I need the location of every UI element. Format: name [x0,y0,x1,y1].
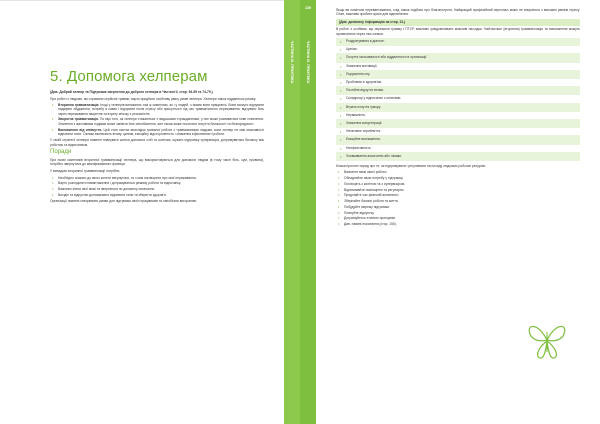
right-page [316,0,600,424]
bullet-item-text: По мірі того, як хелпери стикаються з людськими стражданнями, у них може розвиватися нове ставлення. Зіткнення з жахливими подіями може змінити їхнє світобачення, але також може посилити почуття близькості та безпорадності. [58,117,265,126]
symptom-item: • Зловживання алкоголем або ліками. [336,153,580,161]
header-rule [0,0,284,1]
tip-item: • Дотримуйтесь етичних принципів. [336,216,580,220]
bullet-item-label: Вторинна травматизація. [58,103,100,108]
bullet-item [50,117,264,126]
page-number: 139 [305,6,311,10]
chapter-label-right: ЧАСТИНА III. ПРАКТИКА [306,40,310,84]
chapter-tab-left [284,0,300,424]
tip-item: • Зберігайте баланс роботи та життя. [336,199,580,203]
numbered-item: • Варто розподіляти навантаження і дотримуватися режиму роботи та відпочинку. [50,181,264,185]
bullet-item [50,128,264,137]
symptom-item: • Зниження концентрації. [336,120,580,128]
symptom-item: • Постійне відчуття втоми. [336,87,580,95]
numbered-item: • Важливо знати свої межі та звертатися по допомогу своєчасно. [50,187,264,191]
right-body [336,8,580,228]
paragraph-2: У своїй стратегії хелпери повинні планувати шляхи допомоги собі та колегам, шукати підтримку супервізора, дотримуватися балансу між роботою та відпочинком. [50,138,264,147]
numbered-list [50,176,264,198]
tip-item: • Приділяйте час фізичній активності. [336,193,580,197]
symptom-item: • Втрата почуття гумору. [336,104,580,112]
symptom-item: • Негативне сприйняття. [336,128,580,136]
symptom-item: • Складнощі у відносинах з колегами. [336,95,580,103]
symptom-item: • Зниження мотивації. [336,63,580,71]
bullet-item-text: Іноді у хелперів виникають такі ж симптоми, як і у людей, з якими вони працюють. Вони можуть відчувати надмірне збудження, потребу в кавах і відчувати після стресу або присутності під час травматичного переживання, відчувати біль через переживання пацієнтів та втрату зв'язку з реальністю. [58,103,264,116]
symptom-item: • Емоційне виснаження. [336,136,580,144]
tip-item: • Визначте межі своєї роботи. [336,170,580,174]
tip-item: • Обладнайте свою потребу у підтримці. [336,176,580,180]
subheading: Поради [50,149,72,156]
bullet-item-text: Цей стан настає внаслідок тривалої роботи з травмованими людьми, коли хелпер не має можливості відновити сили. Ознаки включають втому, цинізм, емоційну відстороненість і зниження ефективності роботи. [58,127,264,136]
left-body [50,90,264,206]
butterfly-icon [524,318,570,362]
symptoms-list [336,38,580,161]
page-title: 5. Допомога хелперам [50,68,208,85]
chapter-tab-right [300,0,316,424]
tip-item: • Відпочивайте повноцінно та регулярно. [336,188,580,192]
symptom-item: • Проблеми зі здоров'ям. [336,79,580,87]
bullet-item [50,103,264,116]
bullet-item-label: Виснаження від співчуття. [58,127,103,132]
tip-item: • Плануйте відпустку. [336,211,580,215]
symptom-item: • Почуття ізольованості або віддаленості в організації. [336,54,580,62]
reference-text: (Див. допомогу інформацію на стор. 21.) [339,20,406,25]
tip-item: • Поговоріть з колегою та з супервізором. [336,182,580,186]
right-paragraph-2: В роботі з особами, що пережили травму і ПТСР, важливо усвідомлювати можливі наслідки. Найчастіше (вторинна) травматизація та виснаження можуть проявлятися через такі ознаки: [336,27,580,36]
right-paragraph-3: Кілька простих порад про те, як підтримувати і регулювати на посаду людських робочих ресурсів: [336,163,486,168]
paragraph-1: При роботі з людьми, які отримали серйозні травми, варто придбати особливу увагу умові хелпера. Хелпери також піддаються ризику. [50,96,257,101]
symptom-item: • Порушення сну. [336,71,580,79]
tip-item: • Побудуйте мережу підтримки. [336,205,580,209]
tip-item: • Див. наявні посилання (стор. 150). [336,222,580,226]
symptom-item: • Неуважність. [336,112,580,120]
chapter-label-left: ЧАСТИНА III. ПРАКТИКА [290,40,294,84]
reference-box [336,19,580,26]
bullet-item-label: Зворотна травматизація. [58,117,99,122]
bullet-list [50,103,264,136]
tips-list [336,170,580,226]
left-page [0,0,284,424]
intro-text: (Див. Добрий хелпер та Підтримка звернення до доброго хелпера в Частині II, стор. 94-95 та 74-75.) [50,90,213,94]
right-paragraph-1: Якщо ви помітили перевантаження, слід також подбати про благополуччя. Найкращий професійний персонал може не впоратися з високим рівнем стресу. Отже, важливо зробити кроки для відновлення. [336,8,580,17]
symptom-item: • Цинізм. [336,46,580,54]
paragraph-3: При появі симптомів вторинної травматизації хелпера, що використовуються для допомоги людям (в тому числі біль, сум, провина), потрібно звернутися до кваліфікованого фахівця. [50,158,264,167]
numbered-item: • Необхідно сказати до якого колеги звернутися, та з ким поговорити про свої переживання. [50,176,264,180]
paragraph-5: Організації повинні створювати умови для підтримки своїх працівників та запобігати вигоранню. [50,199,198,204]
numbered-item: • Вихідні та відпустки допомагають відновити сили та зберегти здоров'я. [50,193,264,197]
symptom-item: • Неефективність. [336,145,580,153]
symptom-item: • Роздратування в діалоге. [336,38,580,46]
paragraph-4: У випадках вторинної травматизації потрібно: [50,169,121,173]
